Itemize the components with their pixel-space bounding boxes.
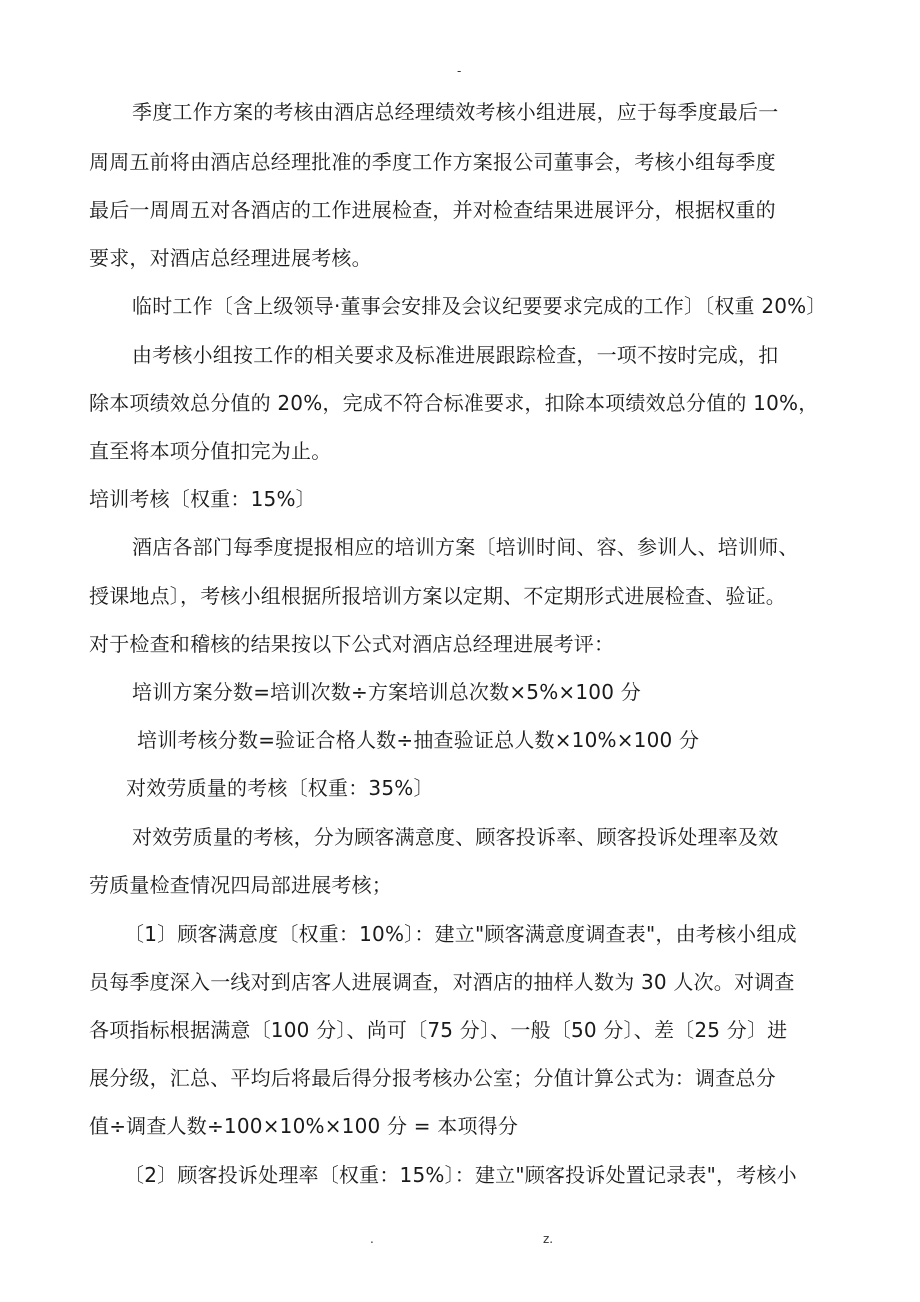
text-line: 劳质量检查情况四局部进展考核； [89, 873, 392, 897]
text-line: 由考核小组按工作的相关要求及标准进展跟踪检查，一项不按时完成，扣 [132, 343, 779, 367]
text-line: 〔1〕顾客满意度〔权重：10%〕：建立"顾客满意度调查表"，由考核小组成 [124, 922, 797, 946]
text-line: 授课地点〕，考核小组根据所报培训方案以定期、不定期形式进展检查、验证。 [89, 584, 786, 608]
text-line: 除本项绩效总分值的 20%，完成不符合标准要求，扣除本项绩效总分值的 10%， [89, 391, 819, 415]
header-mark: - [457, 64, 462, 78]
footer-mark-right: z. [543, 1232, 554, 1246]
text-line: 各项指标根据满意〔100 分〕、尚可〔75 分〕、一般〔50 分〕、差〔25 分〕进 [89, 1018, 788, 1042]
section-heading: 临时工作〔含上级领导·董事会安排及会议纪要要求完成的工作〕〔权重 20%〕 [132, 294, 827, 318]
text-line: 〔2〕顾客投诉处理率〔权重：15%〕：建立"顾客投诉处置记录表"，考核小 [124, 1163, 797, 1187]
text-line: 最后一周周五对各酒店的工作进展检查，并对检查结果进展评分，根据权重的 [89, 198, 776, 222]
section-heading: 培训考核〔权重：15%〕 [89, 487, 316, 511]
text-line: 员每季度深入一线对到店客人进展调查，对酒店的抽样人数为 30 人次。对调查 [89, 970, 795, 994]
formula-line: 培训方案分数=培训次数÷方案培训总次数×5%×100 分 [132, 680, 641, 704]
footer-mark-left: . [370, 1232, 374, 1246]
text-line: 展分级，汇总、平均后将最后得分报考核办公室；分值计算公式为：调查总分 [89, 1066, 776, 1090]
formula-line: 培训考核分数=验证合格人数÷抽查验证总人数×10%×100 分 [137, 728, 700, 752]
text-line: 对于检查和稽核的结果按以下公式对酒店总经理进展考评： [89, 632, 615, 656]
text-line: 直至将本项分值扣完为止。 [89, 439, 332, 463]
text-line: 酒店各部门每季度提报相应的培训方案〔培训时间、容、参训人、培训师、 [132, 535, 799, 559]
text-line: 要求，对酒店总经理进展考核。 [89, 246, 372, 270]
text-line: 对效劳质量的考核，分为顾客满意度、顾客投诉率、顾客投诉处理率及效 [132, 825, 779, 849]
text-line: 季度工作方案的考核由酒店总经理绩效考核小组进展，应于每季度最后一 [132, 100, 779, 124]
text-line: 周周五前将由酒店总经理批准的季度工作方案报公司董事会，考核小组每季度 [89, 150, 776, 174]
text-line: 值÷调查人数÷100×10%×100 分 = 本项得分 [89, 1114, 519, 1138]
section-heading: 对效劳质量的考核〔权重：35%〕 [126, 776, 434, 800]
